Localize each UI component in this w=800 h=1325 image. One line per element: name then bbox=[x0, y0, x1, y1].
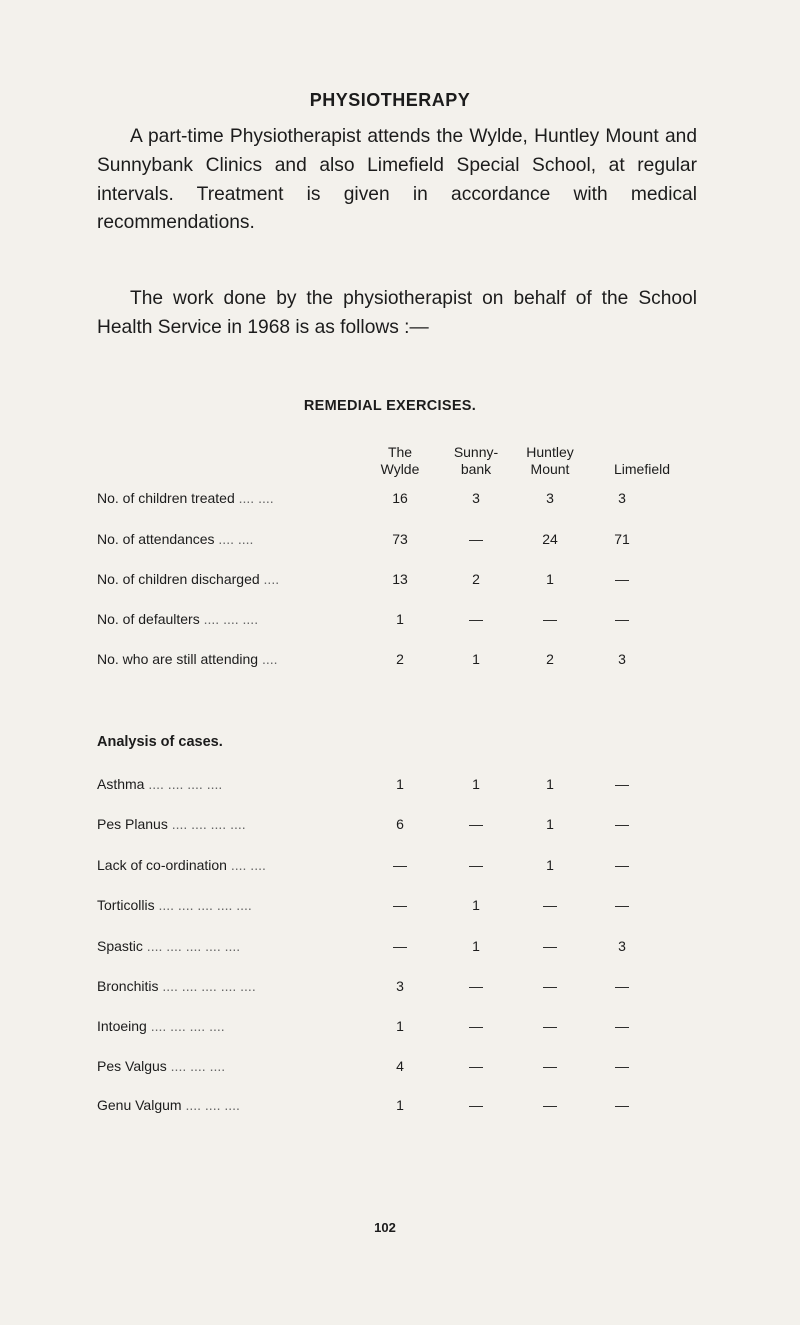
row-label-text: Genu Valgum bbox=[97, 1097, 182, 1113]
row-label-text: No. of children treated bbox=[97, 490, 235, 506]
cell-huntley-mount: 3 bbox=[546, 490, 554, 506]
cell-wylde: 13 bbox=[392, 571, 408, 587]
column-header-line1: The bbox=[387, 444, 413, 460]
row-label bbox=[97, 897, 252, 913]
leader-dots: .... .... .... .... .... bbox=[154, 897, 252, 913]
cell-wylde: 1 bbox=[396, 1097, 404, 1113]
column-header-limefield bbox=[597, 444, 687, 478]
row-label bbox=[97, 571, 279, 587]
cell-limefield: 3 bbox=[618, 490, 626, 506]
cell-sunnybank: — bbox=[469, 1018, 483, 1034]
row-label-text: No. of children discharged bbox=[97, 571, 260, 587]
row-label-text: No. of attendances bbox=[97, 531, 215, 547]
row-label-text: Lack of co-ordination bbox=[97, 857, 227, 873]
row-label bbox=[97, 1018, 225, 1034]
row-label-text: No. of defaulters bbox=[97, 611, 200, 627]
work-paragraph: The work done by the physiotherapist on behalf of the School Health Service in 1968 is as follows :— bbox=[97, 288, 697, 338]
column-header-line1 bbox=[597, 444, 687, 461]
row-label-text: No. who are still attending bbox=[97, 651, 259, 667]
cell-limefield: — bbox=[615, 571, 629, 587]
cell-limefield: — bbox=[615, 978, 629, 994]
cell-sunnybank: 2 bbox=[472, 571, 480, 587]
cell-sunnybank: — bbox=[469, 816, 483, 832]
leader-dots: .... .... bbox=[226, 857, 266, 873]
cell-wylde: 1 bbox=[396, 776, 404, 792]
row-label-text: Spastic bbox=[97, 938, 143, 954]
column-header-line2: Wylde bbox=[380, 461, 420, 477]
cell-sunnybank: 1 bbox=[472, 776, 480, 792]
intro-paragraph: A part-time Physiotherapist attends the Wylde, Huntley Mount and Sunnybank Clinics and also Limefield Special School, at regular intervals. Treatment is given in accordance with medical recommendations. bbox=[97, 126, 697, 234]
cell-wylde: 6 bbox=[396, 816, 404, 832]
row-label-text: Torticollis bbox=[97, 897, 155, 913]
leader-dots: .... .... .... .... bbox=[146, 1018, 225, 1034]
cell-huntley-mount: — bbox=[543, 611, 557, 627]
cell-wylde: 2 bbox=[396, 651, 404, 667]
row-label bbox=[97, 938, 240, 954]
leader-dots: .... .... .... .... bbox=[167, 816, 246, 832]
cell-limefield: — bbox=[615, 816, 629, 832]
cell-sunnybank: — bbox=[469, 857, 483, 873]
row-label bbox=[97, 611, 258, 627]
cell-limefield: — bbox=[615, 1097, 629, 1113]
leader-dots: .... .... .... bbox=[199, 611, 259, 627]
cell-huntley-mount: — bbox=[543, 1018, 557, 1034]
row-label bbox=[97, 857, 266, 873]
row-label-text: Bronchitis bbox=[97, 978, 159, 994]
cell-wylde: — bbox=[393, 897, 407, 913]
row-label bbox=[97, 816, 246, 832]
row-label-text: Pes Planus bbox=[97, 816, 168, 832]
row-label-text: Intoeing bbox=[97, 1018, 147, 1034]
cell-wylde: 1 bbox=[396, 1018, 404, 1034]
cell-sunnybank: 1 bbox=[472, 938, 480, 954]
cell-sunnybank: — bbox=[469, 611, 483, 627]
leader-dots: .... .... .... bbox=[166, 1058, 226, 1074]
cell-huntley-mount: 1 bbox=[546, 816, 554, 832]
cell-wylde: 3 bbox=[396, 978, 404, 994]
cell-limefield: — bbox=[615, 1058, 629, 1074]
cell-sunnybank: 1 bbox=[472, 651, 480, 667]
cell-huntley-mount: — bbox=[543, 1097, 557, 1113]
leader-dots: .... .... .... .... .... bbox=[142, 938, 241, 954]
leader-dots: .... .... .... .... bbox=[144, 776, 223, 792]
leader-dots: .... bbox=[259, 571, 280, 587]
column-header-line2: Mount bbox=[530, 461, 570, 477]
cell-limefield: 3 bbox=[618, 651, 626, 667]
cell-huntley-mount: — bbox=[543, 978, 557, 994]
cell-limefield: — bbox=[615, 611, 629, 627]
column-header-wylde bbox=[370, 444, 430, 478]
cell-huntley-mount: 24 bbox=[542, 531, 558, 547]
column-header-line1: Sunny- bbox=[453, 444, 499, 460]
leader-dots: .... .... .... bbox=[181, 1097, 240, 1113]
row-label bbox=[97, 490, 274, 506]
cell-huntley-mount: 1 bbox=[546, 776, 554, 792]
column-header-sunnybank bbox=[446, 444, 506, 478]
cell-sunnybank: 3 bbox=[472, 490, 480, 506]
cell-sunnybank: — bbox=[469, 1058, 483, 1074]
column-header-line1: Huntley bbox=[526, 444, 574, 460]
cell-wylde: 4 bbox=[396, 1058, 404, 1074]
cell-sunnybank: — bbox=[469, 978, 483, 994]
column-header-huntley-mount bbox=[512, 444, 588, 478]
section-title: REMEDIAL EXERCISES. bbox=[303, 398, 477, 414]
column-header-line2: bank bbox=[460, 461, 492, 477]
cell-sunnybank: — bbox=[469, 1097, 483, 1113]
column-header-line2: Limefield bbox=[613, 461, 671, 477]
cell-sunnybank: 1 bbox=[472, 897, 480, 913]
row-label bbox=[97, 776, 222, 792]
row-label-text: Pes Valgus bbox=[97, 1058, 167, 1074]
row-label-text: Asthma bbox=[97, 776, 145, 792]
cell-limefield: — bbox=[615, 897, 629, 913]
cell-limefield: — bbox=[615, 857, 629, 873]
leader-dots: .... .... .... .... .... bbox=[158, 978, 256, 994]
row-label bbox=[97, 531, 253, 547]
leader-dots: .... bbox=[258, 651, 278, 667]
row-label bbox=[97, 651, 278, 667]
analysis-title: Analysis of cases. bbox=[97, 734, 223, 750]
cell-huntley-mount: — bbox=[543, 938, 557, 954]
cell-limefield: 3 bbox=[618, 938, 626, 954]
cell-huntley-mount: — bbox=[543, 1058, 557, 1074]
cell-wylde: — bbox=[393, 857, 407, 873]
leader-dots: .... .... bbox=[214, 531, 254, 547]
cell-huntley-mount: 1 bbox=[546, 571, 554, 587]
cell-huntley-mount: — bbox=[543, 897, 557, 913]
row-label bbox=[97, 978, 256, 994]
cell-wylde: 16 bbox=[392, 490, 408, 506]
page-number: 102 bbox=[374, 1220, 396, 1235]
cell-wylde: 1 bbox=[396, 611, 404, 627]
page-title: PHYSIOTHERAPY bbox=[309, 90, 471, 110]
cell-huntley-mount: 1 bbox=[546, 857, 554, 873]
cell-limefield: — bbox=[615, 776, 629, 792]
cell-wylde: 73 bbox=[392, 531, 408, 547]
leader-dots: .... .... bbox=[234, 490, 274, 506]
cell-limefield: — bbox=[615, 1018, 629, 1034]
cell-huntley-mount: 2 bbox=[546, 651, 554, 667]
cell-sunnybank: — bbox=[469, 531, 483, 547]
row-label bbox=[97, 1097, 240, 1113]
cell-limefield: 71 bbox=[614, 531, 630, 547]
row-label bbox=[97, 1058, 225, 1074]
cell-wylde: — bbox=[393, 938, 407, 954]
